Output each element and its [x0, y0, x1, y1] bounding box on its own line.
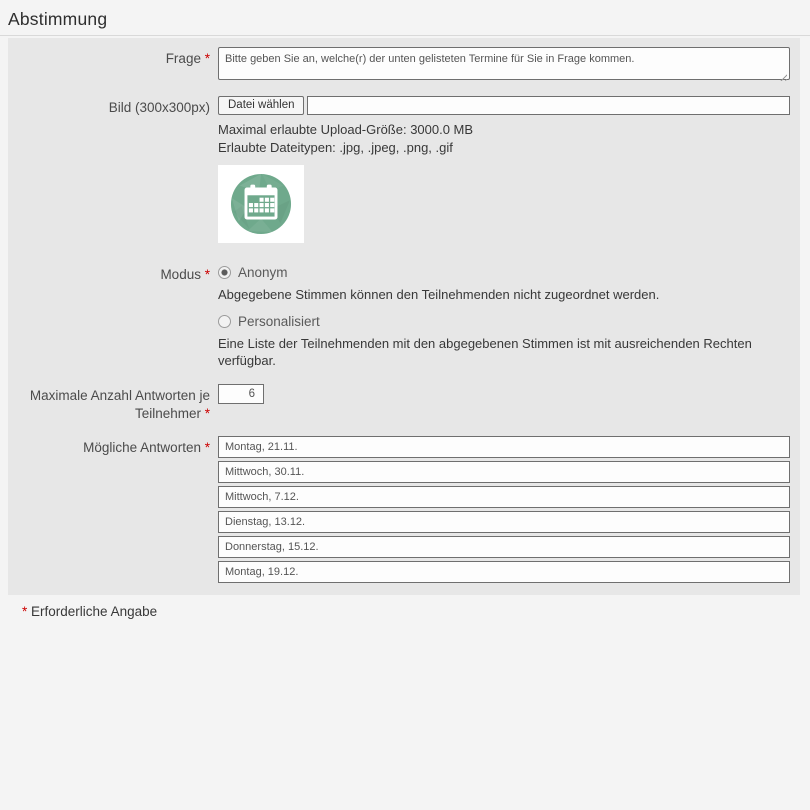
required-asterisk: * [204, 267, 210, 282]
required-note: * Erforderliche Angabe [22, 604, 158, 619]
personalisiert-description: Eine Liste der Teilnehmenden mit den abgegebenen Stimmen ist mit ausreichenden Rechten verfügbar. [218, 336, 752, 368]
bild-label: Bild (300x300px) [108, 100, 210, 115]
bild-row [8, 96, 800, 243]
file-choose-button[interactable]: Datei wählen [218, 96, 304, 115]
required-asterisk: * [204, 440, 210, 455]
answer-option-input[interactable] [218, 436, 790, 458]
max-antworten-label: Maximale Anzahl Antworten je Teilnehmer * [29, 388, 210, 421]
personalisiert-radio[interactable] [218, 315, 231, 328]
modus-row [8, 263, 800, 369]
modus-label: Modus * [160, 267, 210, 282]
max-upload-hint: Maximal erlaubte Upload-Größe: 3000.0 MB [218, 122, 474, 137]
calendar-icon [230, 173, 292, 235]
image-preview [218, 165, 304, 243]
answer-option-input[interactable] [218, 536, 790, 558]
antworten-row [8, 436, 800, 586]
answer-option-input[interactable] [218, 461, 790, 483]
answer-option-input[interactable] [218, 511, 790, 533]
personalisiert-radio-label: Personalisiert [238, 313, 320, 329]
filetypes-hint: Erlaubte Dateitypen: .jpg, .jpeg, .png, .gif [218, 140, 453, 155]
frage-textarea[interactable] [218, 47, 790, 80]
radio-option-personalisiert[interactable] [218, 312, 790, 330]
poll-form [8, 38, 800, 595]
anonym-radio[interactable] [218, 266, 231, 279]
file-name-input[interactable] [307, 96, 790, 115]
anonym-radio-label: Anonym [238, 264, 288, 280]
max-antworten-row [8, 384, 800, 423]
max-antworten-input[interactable] [218, 384, 264, 404]
answer-option-input[interactable] [218, 486, 790, 508]
page-title: Abstimmung [0, 0, 810, 36]
radio-option-anonym[interactable] [218, 263, 790, 281]
answer-option-input[interactable] [218, 561, 790, 583]
antworten-label: Mögliche Antworten * [83, 440, 210, 455]
required-asterisk: * [204, 406, 210, 421]
anonym-description: Abgegebene Stimmen können den Teilnehmenden nicht zugeordnet werden. [218, 287, 660, 302]
required-asterisk: * [22, 604, 28, 619]
frage-row [8, 47, 800, 85]
required-asterisk: * [204, 51, 210, 66]
frage-label: Frage * [165, 51, 210, 66]
